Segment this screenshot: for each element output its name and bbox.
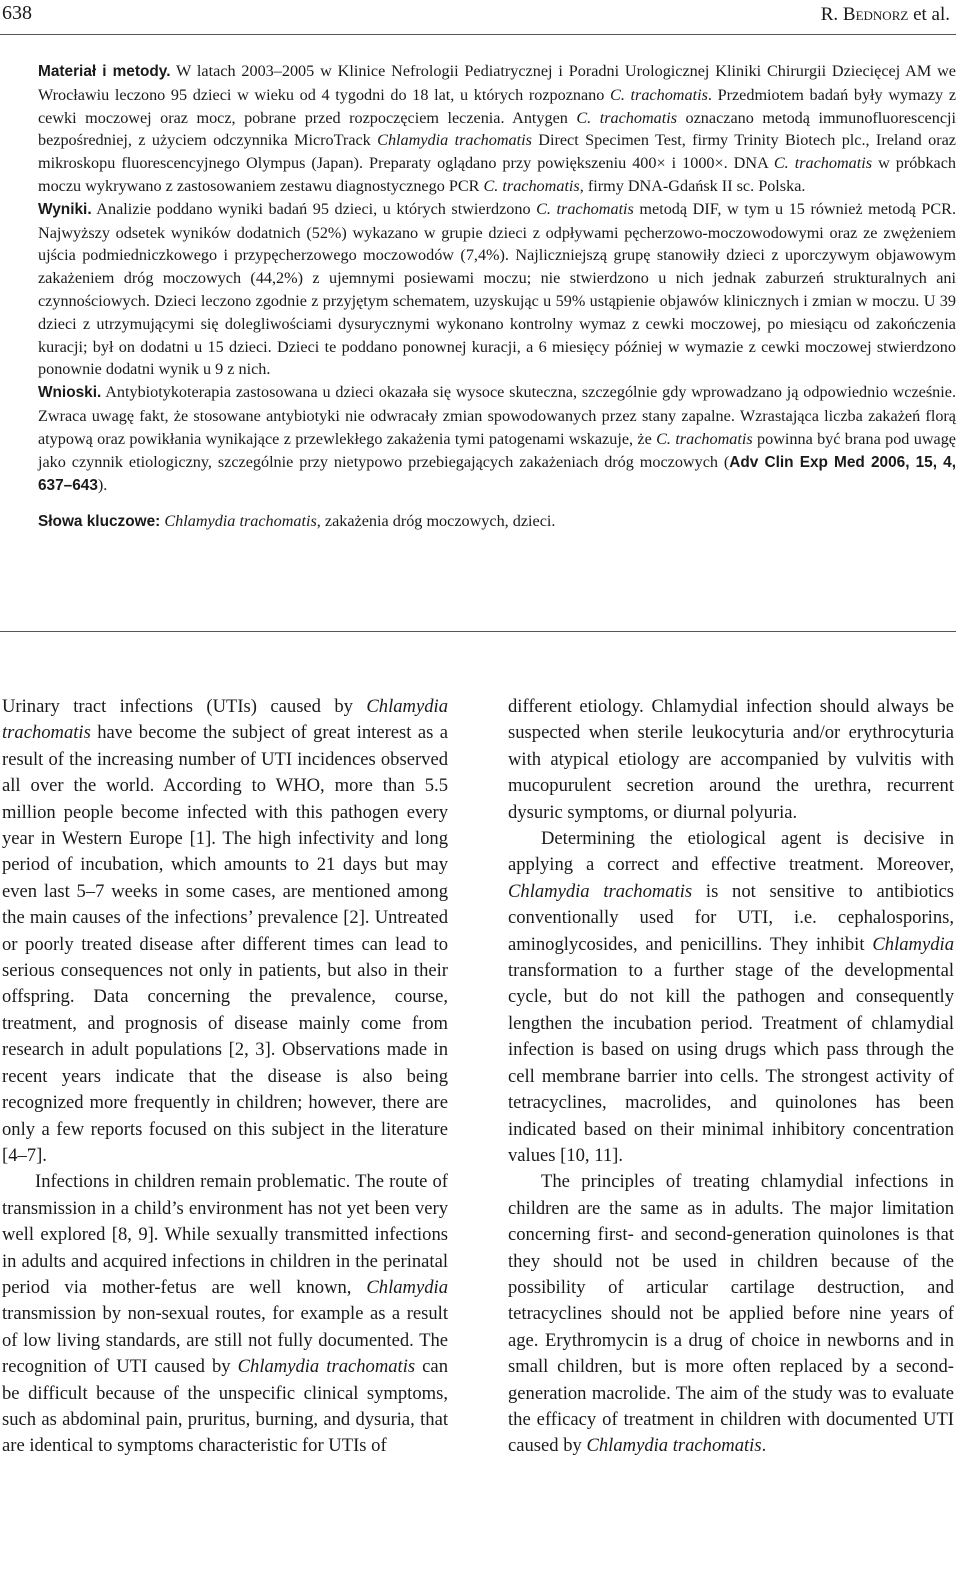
paragraph: Infections in children remain problematic. The route of transmission in a child’s environment has not yet been very well explored [8, 9]. While sexually transmitted infections in adults and acquired infections in children in the perinatal period via mother-fetus are well known, Chlamydia transmission by non-sexual routes, for example as a result of low living standards, are still not fully documented. The recognition of UTI caused by Chlamydia trachomatis can be difficult because of the unspecific clinical symptoms, such as abdominal pain, pruritus, burning, and dysuria, that are identical to symptoms characteristic for UTIs of	[2, 1171, 448, 1457]
abstract-results: Wyniki. Analizie poddano wyniki badań 95 dzieci, u których stwierdzono C. trachomatis metodą DIF, w tym u 15 również metodą PCR. Najwyższy odsetek wyników dodatnich (52%) wykazano w grupie dzieci z odpływami pęcherzowo-moczowodowymi oraz ze zwężeniem ujścia podmiedniczkowego i przypęcherzowego moczowodów (7,4%). Najliczniejszą grupę stanowiły dzieci z uporczywym objawowym zakażeniem dróg moczowych (44,2%) z ujemnymi posiewami moczu; nie stwierdzono u nich jednak zaburzeń strukturalnych ani czynnościowych. Dzieci leczono zgodnie z przyjętym schematem, uzyskując u 59% ustąpienie objawów klinicznych i zmian w moczu. U 39 dzieci z utrzymującymi się dolegliwościami dysurycznymi wykonano kontrolny wymaz z cewki moczowej, po miesiącu od zakończenia kuracji; był on dodatni u 15 dzieci. Dzieci te poddano ponownej kuracji, a 6 miesięcy później w wymazie z cewki moczowej stwierdzono ponownie dodatni wynik u 9 z nich.	[38, 199, 956, 379]
abstract-keywords: Słowa kluczowe: Chlamydia trachomatis, zakażenia dróg moczowych, dzieci.	[38, 512, 556, 531]
running-header	[0, 0, 956, 34]
keywords-label: Słowa kluczowe:	[38, 513, 161, 531]
conclusions-label: Wnioski.	[38, 384, 102, 402]
running-head-authors: R. Bednorz et al.	[820, 4, 950, 25]
abstract-conclusions: Wnioski. Antybiotykoterapia zastosowana u dzieci okazała się wysoce skuteczna, szczególnie gdy wprowadzano ją odpowiednio wcześnie. Zwraca uwagę fakt, że stosowane antybiotyki nie odwracały zmian spowodowanych przez stany zapalne. Wzrastająca liczba zakażeń florą atypową oraz powikłania wynikające z przewlekłego zakażenia tymi patogenami wskazuje, że C. trachomatis powinna być brana pod uwagę jako czynnik etiologiczny, szczególnie przy nietypowo przebiegających zakażeniach dróg moczowych (Adv Clin Exp Med 2006, 15, 4, 637–643).	[38, 383, 956, 495]
body-column-right	[508, 694, 954, 1460]
journal-citation: Adv Clin Exp Med 2006, 15, 4, 637–643	[38, 453, 956, 495]
body-column-left	[2, 694, 448, 1460]
page-number: 638	[2, 2, 32, 24]
results-label: Wyniki.	[38, 200, 92, 218]
abstract-methods: Materiał i metody. W latach 2003–2005 w Klinice Nefrologii Pediatrycznej i Poradni Urologicznej Kliniki Chirurgii Dziecięcej AM we Wrocławiu leczono 95 dzieci w wieku od 4 tygodni do 18 lat, u których rozpoznano C. trachomatis. Przedmiotem badań były wymazy z cewki moczowej oraz mocz, pobrane przed rozpoczęciem leczenia. Antygen C. trachomatis oznaczano metodą immunofluorescencji bezpośredniej, z użyciem odczynnika MicroTrack Chlamydia trachomatis Direct Specimen Test, firmy Trinity Biotech plc., Ireland oraz mikroskopu fluorescencyjnego Olympus (Japan). Preparaty oglądano przy powiększeniu 400× i 1000×. DNA C. trachomatis w próbkach moczu wykrywano z zastosowaniem zestawu diagnostycznego PCR C. trachomatis, firmy DNA-Gdańsk II sc. Polska.	[38, 62, 957, 195]
abstract	[38, 60, 956, 534]
paragraph: Determining the etiological agent is decisive in applying a correct and effective treatment. Moreover, Chlamydia trachomatis is not sensitive to antibiotics conventionally used for UTI, i.e. cephalosporins, aminoglycosides, and penicillins. They inhibit Chlamydia transformation to a further stage of the developmental cycle, but do not kill the pathogen and consequently lengthen the incubation period. Treatment of chlamydial infection is based on using drugs which pass through the cell membrane barrier into cells. The strongest activity of tetracyclines, macrolides, and quinolones has been indicated based on their minimal inhibitory concentration values [10, 11].	[508, 828, 954, 1166]
paragraph: different etiology. Chlamydial infection should always be suspected when sterile leukocyturia and/or erythrocyturia with atypical etiology are accompanied by vulvitis with mucopurulent secretion around the urethra, recurrent dysuric symptoms, or diurnal polyuria.	[508, 696, 954, 823]
abstract-rule	[0, 631, 956, 632]
methods-label: Materiał i metody.	[38, 63, 171, 80]
paragraph: The principles of treating chlamydial infections in children are the same as in adults. The major limitation concerning first- and second-generation quinolones is that they should not be used in children because of the possibility of articular cartilage destruction, and tetracyclines should not be applied before nine years of age. Erythromycin is a drug of choice in newborns and in small children, but is more often replaced by a second-generation macrolide. The aim of the study was to evaluate the efficacy of treatment in children with documented UTI caused by Chlamydia trachomatis.	[508, 1171, 954, 1457]
author-surname: Bednorz	[842, 4, 909, 25]
paragraph: Urinary tract infections (UTIs) caused by Chlamydia trachomatis have become the subject of great interest as a result of the increasing number of UTI incidences observed all over the world. According to WHO, more than 5.5 million people become infected with this pathogen every year in Western Europe [1]. The high infectivity and long period of incubation, which amounts to 21 days but may even last 5–7 weeks in some cases, are mentioned among the main causes of the infections’ prevalence [2]. Untreated or poorly treated disease after different times can lead to serious consequences not only in patients, but also in their offspring. Data concerning the prevalence, course, treatment, and prognosis of disease mainly come from research in adult populations [2, 3]. Observations made in recent years indicate that the disease is also being recognized more frequently in children; however, there are only a few reports focused on this subject in the literature [4–7].	[2, 696, 448, 1166]
header-rule	[0, 34, 956, 35]
